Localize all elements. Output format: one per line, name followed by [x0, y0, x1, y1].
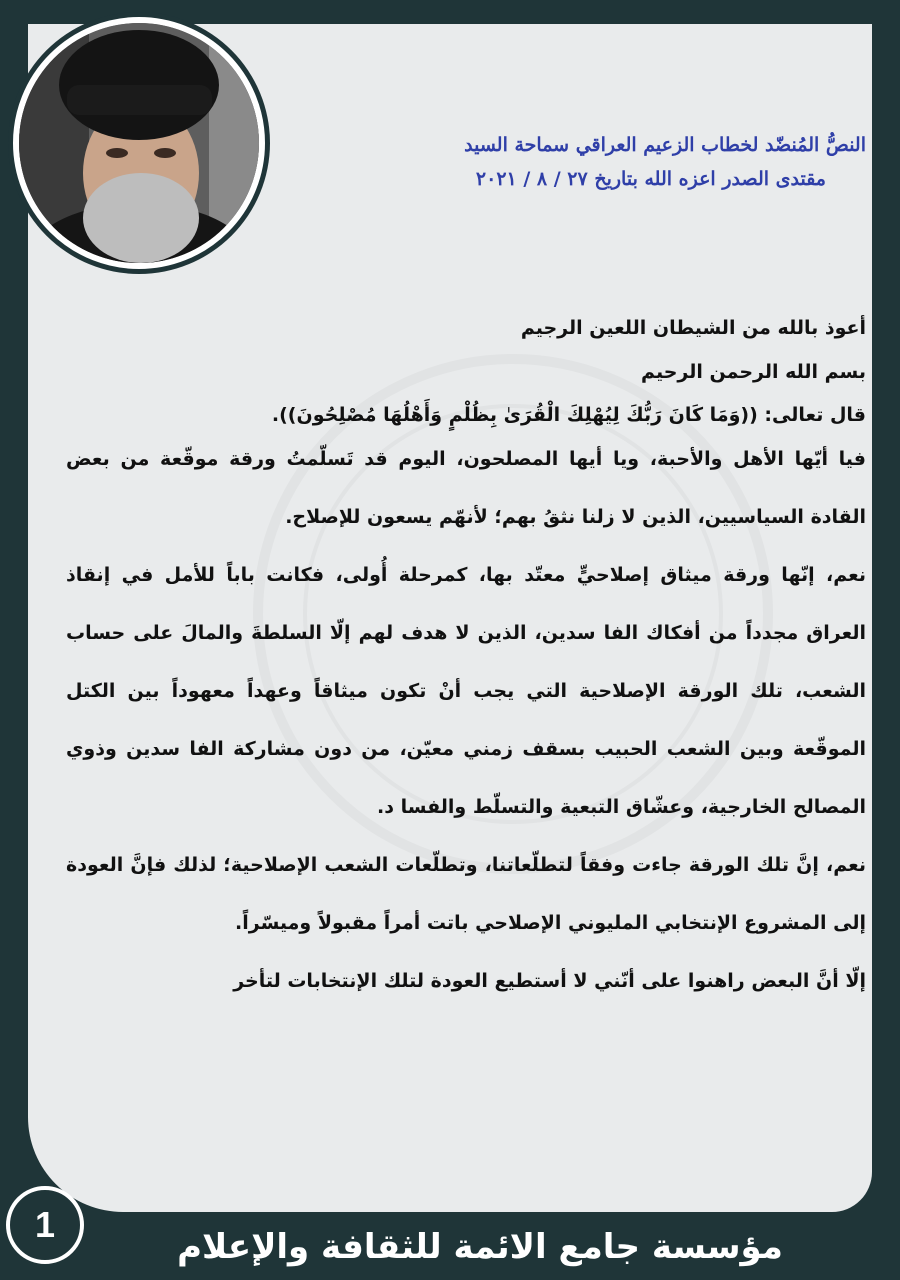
paragraph-quran-verse: قال تعالى: ((وَمَا كَانَ رَبُّكَ لِيُهْلِكَ الْقُرَىٰ بِظُلْمٍ وَأَهْلُهَا مُصْلِحُونَ)).	[271, 404, 866, 426]
avatar	[13, 17, 265, 269]
paragraph-2: نعم، إنّها ورقة ميثاق إصلاحيٍّ معتّد بها، كمرحلة أُولى، فكانت باباً للأمل في إنقاذ العراق مجدداً من أفكاك الفا سدين، الذين لا هدف لهم إلّا السلطةَ والمالَ على حساب الشعب، تلك الورقة الإصلاحية التي يجب أنْ تكون ميثاقاً وعهداً معهوداً بين الكتل الموقّعة وبين الشعب الحبيب بسقف زمني معيّن، من دون مشاركة الفا سدين وذوي المصالح الخارجية، وعشّاق التبعية والتسلّط والفسا د.	[66, 564, 866, 818]
organization-name: مؤسسة جامع الائمة للثقافة والإعلام	[177, 1227, 783, 1267]
paragraph-4: إلّا أنَّ البعض راهنوا على أنّني لا أستطيع العودة لتلك الإنتخابات لتأخر	[233, 970, 866, 992]
paragraph-isti-adha: أعوذ بالله من الشيطان اللعين الرجيم	[520, 317, 866, 339]
header-title-line2: مقتدى الصدر اعزه الله بتاريخ ٢٧ / ٨ / ٢٠٢١	[475, 168, 826, 190]
header-title-line1: النصُّ المُنضّد لخطاب الزعيم العراقي سماحة السيد	[464, 134, 866, 156]
portrait-image	[19, 23, 259, 263]
paragraph-1: فيا أيّها الأهل والأحبة، ويا أيها المصلحون، اليوم قد تَسلّمتُ ورقة موقّعة من بعض القادة السياسيين، الذين لا زلنا نثقُ بهم؛ لأنهّم يسعون للإصلاح.	[66, 448, 866, 528]
paragraph-3: نعم، إنَّ تلك الورقة جاءت وفقاً لتطلّعاتنا، وتطلّعات الشعب الإصلاحية؛ لذلك فإنَّ العودة إلى المشروع الإنتخابي المليوني الإصلاحي باتت أمراً مقبولاً وميسّراً.	[66, 854, 866, 934]
document-header	[318, 128, 866, 196]
page-number-badge: 1	[6, 1186, 84, 1264]
paragraph-basmala: بسم الله الرحمن الرحيم	[641, 361, 866, 383]
speech-text	[66, 314, 866, 1010]
